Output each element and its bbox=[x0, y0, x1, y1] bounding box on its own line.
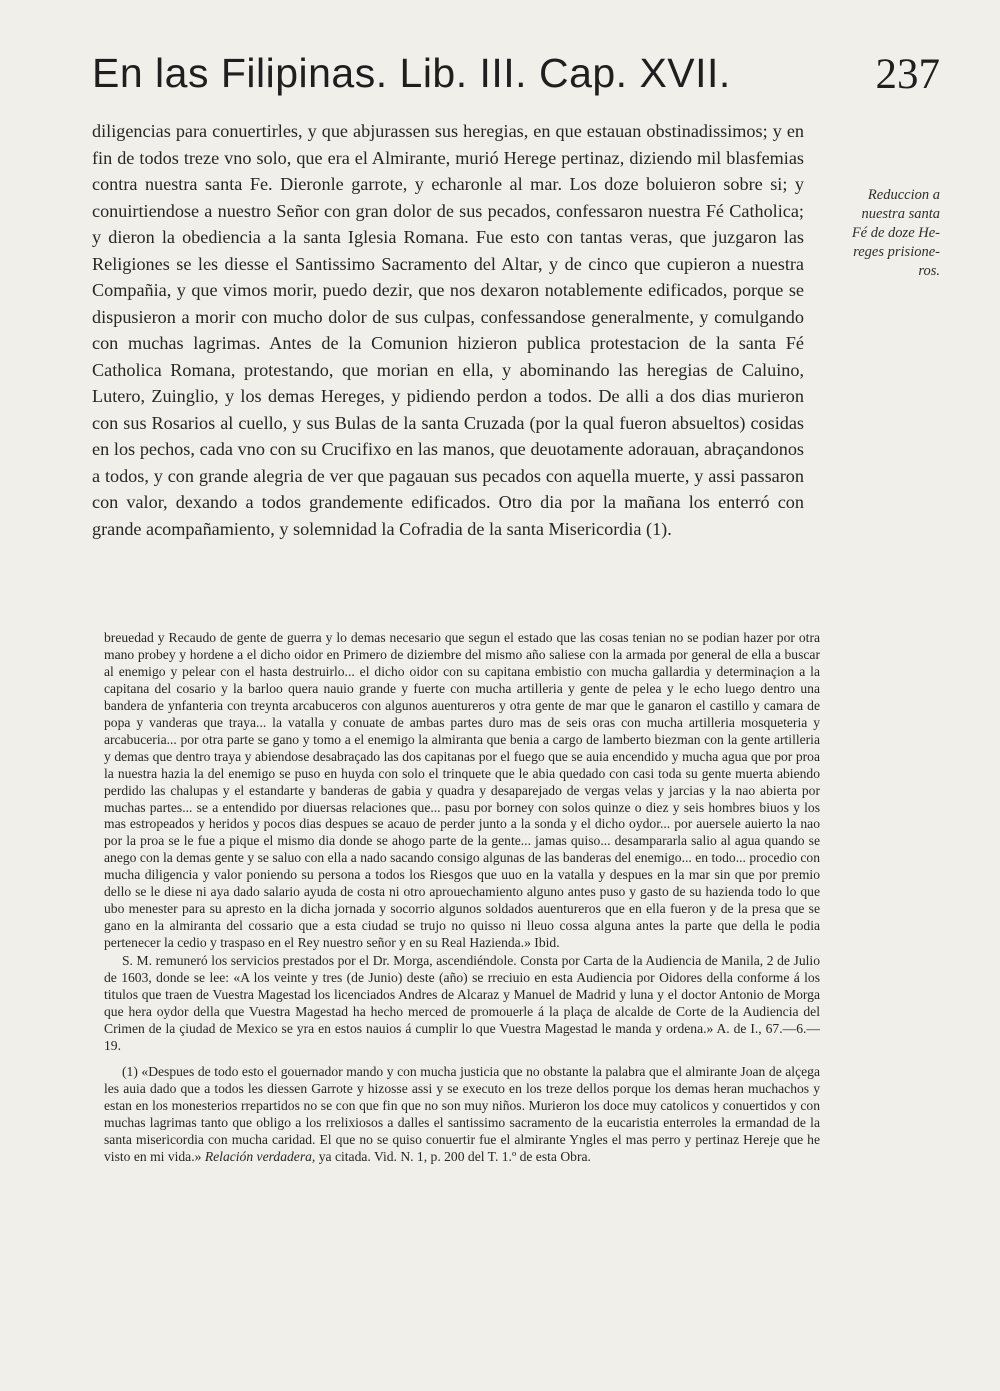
marginal-note-line: reges prisione- bbox=[853, 244, 940, 260]
footnote-1 bbox=[104, 1064, 820, 1166]
marginal-note bbox=[814, 186, 940, 281]
main-text-block bbox=[92, 118, 804, 542]
footnote-1-tail: ya citada. Vid. N. 1, p. 200 del T. 1.º de esta Obra. bbox=[318, 1148, 591, 1164]
marginal-note-line: Reduccion a bbox=[867, 187, 940, 203]
footnotes-block bbox=[104, 630, 820, 1167]
marginal-note-line: nuestra santa bbox=[861, 206, 940, 222]
marginal-note-line: Fé de doze He- bbox=[851, 225, 940, 241]
marginal-note-line: ros. bbox=[918, 263, 940, 279]
page-number: 237 bbox=[875, 51, 940, 98]
main-paragraph: diligencias para conuertirles, y que abjurassen sus heregias, en que estauan obstinadissimos; y en fin de todos treze vno solo, que era el Almirante, murió Herege pertinaz, diziendo mil blasfemias contra nuestra santa Fe. Dieronle garrote, y echaronle al mar. Los doze boluieron sobre si; y conuirtiendose a nuestro Señor con gran dolor de sus pecados, confessaron nuestra Fé Catholica; y dieron la obediencia a la santa Iglesia Romana. Fue esto con tantas veras, que juzgaron las Religiones se les diesse el Santissimo Sacramento del Altar, y de cinco que cupieron a nuestra Compañia, y que vimos morir, puedo dezir, que nos dexaron notablemente edificados, porque se dispusieron a morir con mucho dolor de sus culpas, confessandose generalmente, y comulgando con muchas lagrimas. Antes de la Comunion hizieron publica protestacion de la santa Fé Catholica Romana, protestando, que morian en ella, y abominando las heregias de Caluino, Lutero, Zuinglio, y los demas Hereges, y pidiendo perdon a todos. De alli a dos dias murieron con sus Rosarios al cuello, y sus Bulas de la santa Cruzada (por la qual fueron absueltos) cosidas en los pechos, cada vno con su Crucifixo en las manos, que deuotamente adorauan, abraçandonos a todos, y con grande alegria de ver que pagauan sus pecados con aquella muerte, y assi passaron con valor, dexando a todos grandemente edificados. Otro dia por la mañana los enterró con grande acompañamiento, y solemnidad la Cofradia de la santa Misericordia (1). bbox=[92, 121, 804, 539]
footnote-1-text: (1) «Despues de todo esto el gouernador mando y con mucha justicia que no obstante la palabra que el almirante Joan de alçega les auia dado que a todos les diessen Garrote y hizosse assi y se executo en los treze dellos porque los demas heran muchachos y estan en los monesterios rrepartidos no se con que fin que no son muy niños. Murieron los doce muy catolicos y conuertidos y con muchas lagrimas tanto que obligo a los rrelixiosos a dalles el santissimo sacramento de la eucaristia enterroles la ermandad de la santa misericordia con mucha caridad. El que no se quiso conuertir fue el almirante Yngles el mas perro y pertinaz Hereje que he visto en mi vida.» bbox=[104, 1063, 820, 1164]
footnote-1-source: Relación verdadera, bbox=[204, 1148, 316, 1164]
running-head bbox=[92, 50, 940, 102]
footnote-sm-note: S. M. remuneró los servicios prestados por el Dr. Morga, ascendiéndole. Consta por Carta de la Audiencia de Manila, 2 de Julio de 1603, donde se lee: «A los veinte y tres (de Junio) deste (año) se rreciuio en esta Audiencia por Oidores della conforme á los titulos que traen de Vuestra Magestad los licenciados Andres de Alcaraz y Manuel de Madrid y luna y el doctor Antonio de Morga que hera oydor della que Vuestra Magestad ha hecho merced de promouerle á la plaça de alcalde de Corte de la Audiencia del Crimen de la çiudad de Mexico se yra en estos nauios á cumplir lo que Vuestra Magestad le manda y ordena.» A. de I., 67.—6.—19. bbox=[104, 953, 820, 1053]
running-title: En las Filipinas. Lib. III. Cap. XVII. bbox=[92, 50, 731, 96]
footnote-continuation: breuedad y Recaudo de gente de guerra y lo demas necesario que segun el estado que las cosas tenian no se podian hazer por otra mano probey y hordene a el dicho oidor en Primero de diziembre del mismo año saliese con la armada por general de ella a buscar al enemigo y pelear con el hasta destruirlo... el dicho oidor con su capitana embistio con mucha gallardia y determinaçion a la capitana del cosario y la barloo quera nauio grande y fuerte con mucha artilleria y gente de pelea y le echo luego dentro una bandera de ynfanteria con treynta arcabuceros con algunos auentureros y otra gente de mar que le ganaron el castillo y camara de popa y vanderas que traya... la vatalla y conuate de ambas partes duro mas de seis oras con mucha artilleria mosqueteria y arcabuceria... por otra parte se gano y tomo a el enemigo la almiranta que benia a cargo de lamberto biezman con la gente artilleria y demas que dentro traya y abiendose desabraçado las dos capitanas por el fuego que se auia encendido y mucha agua que por proa la nuestra hazia la del enemigo se puso en huyda con solo el trinquete que le abia quedado con casi toda su gente muerta abiendo perdido las chalupas y el estandarte y banderas de gabia y quadra y desaparejado de vergas velas y jarcias y la nao abierta por muchas partes... se a entendido por diuersas relaciones que... pasu por borney con solos quinze o diez y seis hombres biuos y los mas estropeados y heridos y pocos dias despues se acauo de perder junto a la sonda y el dicho oydor... por auersele auierto la nao por la proa se le fue a pique el mismo dia donde se ahogo parte de la gente... jamas quiso... desampararla salio al agua quando se anego con la demas gente y se saluo con ella a nado sacando consigo algunas de las banderas del enemigo... en todo... procedio con mucha diligencia y valor poniendo su persona a todos los Riesgos que uuo en la vatalla y despues en la mar sin que por premio dello se le diese ni aya dado salario ayuda de costa ni otro aprouechamiento alguno antes puso y gasto de su hazienda todo lo que ubo menester para su apresto en la dicha jornada y socorrio algunos soldados auentureros que en ella fueron y de la presa que se gano en la almiranta del cossario que a esta ciudad se trujo no quisso ni lleuo cossa alguna antes la parte que della le podia pertenecer la cedio y traspaso en el Rey nuestro señor y en su Real Hazienda.» Ibid. bbox=[104, 630, 820, 951]
